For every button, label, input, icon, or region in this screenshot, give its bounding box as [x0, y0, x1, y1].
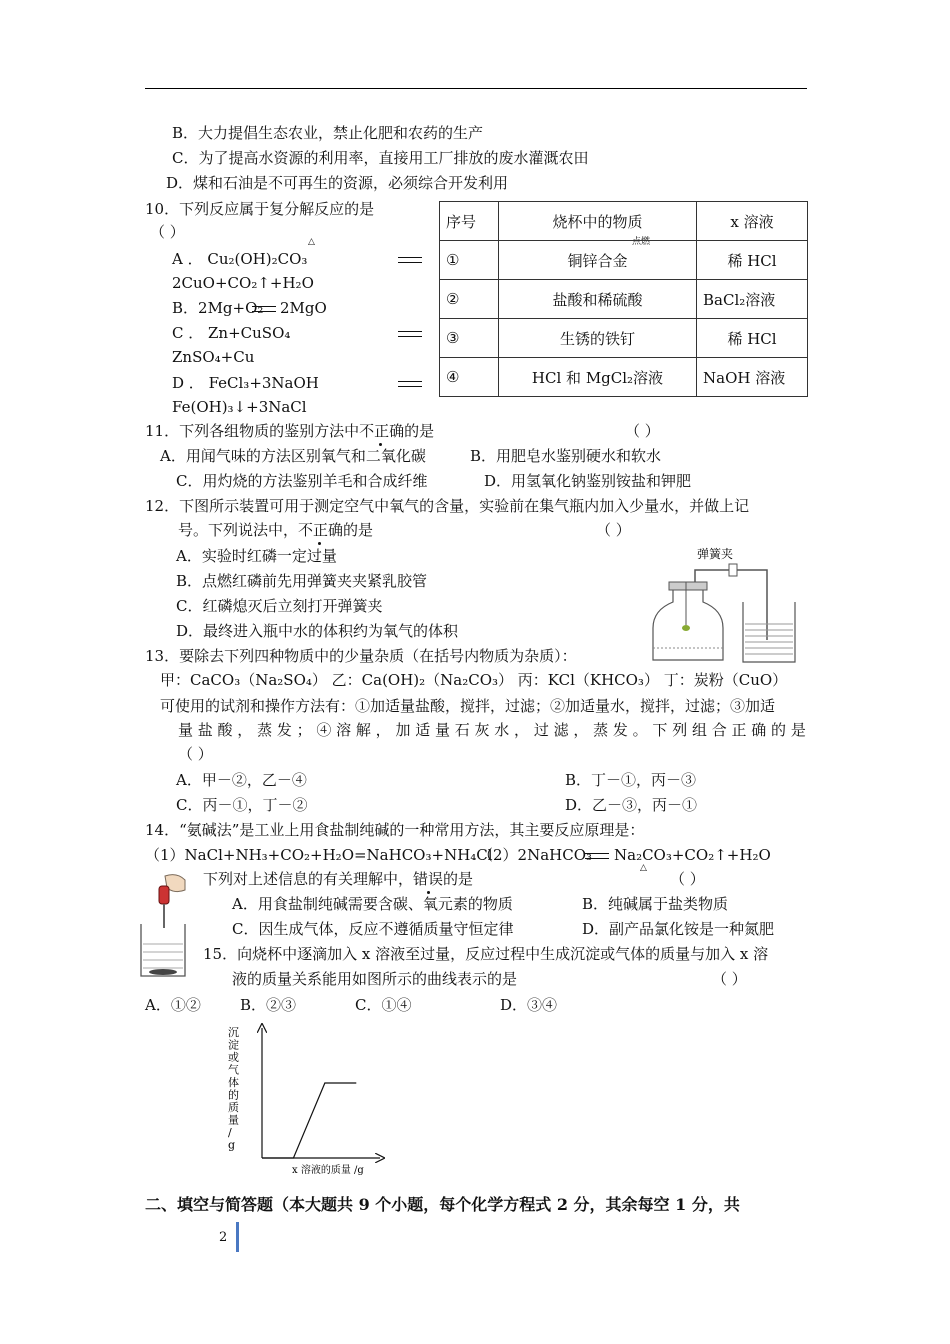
table-cell: NaOH 溶液 — [697, 358, 808, 397]
y-axis-label-char: 量 — [228, 1113, 239, 1127]
x-axis-label: x 溶液的质量 /g — [292, 1165, 364, 1176]
dropper-beaker-figure — [135, 872, 191, 984]
table-row — [440, 358, 808, 397]
q10-option-d-products: Fe(OH)₃↓+3NaCl — [172, 398, 307, 416]
q10-option-b-products: 2MgO — [280, 299, 327, 317]
emphasis: 不正确 — [359, 422, 405, 440]
y-axis-label-char: / — [228, 1126, 232, 1139]
q13-option-a: A．甲－②，乙－④ — [176, 771, 307, 789]
section-2-title: 二、填空与简答题（本大题共 9 个小题，每个化学方程式 2 分，其余每空 1 分，共 — [145, 1195, 740, 1214]
q12-option-d: D．最终进入瓶中水的体积约为氧气的体积 — [176, 622, 459, 640]
table-cell: ② — [440, 280, 499, 319]
table-cell: HCl 和 MgCl₂溶液 — [499, 358, 697, 397]
red-phosphorus-icon — [682, 625, 690, 631]
beaker-icon — [743, 602, 795, 662]
q12-stem-line2: 号。下列说法中，不正确的是 — [178, 521, 374, 539]
q14-reaction-1: （1）NaCl+NH₃+CO₂+H₂O=NaHCO₃+NH₄Cl — [145, 846, 493, 864]
q14-option-d: D．副产品氯化铵是一种氮肥 — [582, 920, 775, 938]
equals-sign — [398, 323, 422, 343]
q10-option-c: C ． Zn+CuSO₄ — [172, 324, 291, 342]
q10-option-d: D ． FeCl₃+3NaOH — [172, 374, 319, 392]
q15-chart — [220, 1022, 390, 1182]
table-row — [440, 319, 808, 358]
q12-option-c: C．红磷熄灭后立刻打开弹簧夹 — [176, 597, 383, 615]
beaker-water — [745, 624, 793, 654]
q15-option-d: D．③④ — [500, 996, 558, 1014]
equals-sign — [585, 845, 609, 865]
table-row — [440, 280, 808, 319]
q15-stem-line2: 液的质量关系能用如图所示的曲线表示的是 — [232, 970, 518, 988]
table-cell: BaCl₂溶液 — [697, 280, 808, 319]
q11-option-a: A．用闻气味的方法区别氧气和二氧化碳 — [160, 447, 426, 465]
table-row — [440, 241, 808, 280]
q11-paren: （ ） — [625, 422, 660, 440]
table-cell: 稀 HCl — [697, 319, 808, 358]
stopper-icon — [669, 582, 707, 590]
beaker-solution — [143, 944, 183, 968]
table-header-row — [440, 202, 808, 241]
ignite-condition: 点燃 — [632, 237, 651, 247]
table-cell: 生锈的铁钉 — [499, 319, 697, 358]
table-header: 烧杯中的物质 — [499, 202, 697, 241]
q13-option-c: C．丙－①，丁－② — [176, 796, 308, 814]
q11-option-b: B．用肥皂水鉴别硬水和软水 — [470, 447, 662, 465]
q11-option-d: D．用氢氧化钠鉴别铵盐和钾肥 — [484, 472, 692, 490]
q12-option-b: B．点燃红磷前先用弹簧夹夹紧乳胶管 — [176, 572, 428, 590]
spring-clip-icon — [729, 564, 737, 576]
q10-option-b-reactants: B．2Mg+O₂ — [172, 299, 264, 317]
q12-paren: （ ） — [596, 521, 631, 539]
q14-stem: 14．“氨碱法”是工业上用食盐制纯碱的一种常用方法，其主要反应原理是： — [145, 821, 645, 839]
q15-table — [439, 201, 808, 397]
q9-option-d: D．煤和石油是不可再生的资源，必须综合开发利用 — [166, 174, 509, 192]
y-axis-label-char: 的 — [228, 1088, 239, 1102]
y-axis-label-char: 淀 — [228, 1038, 239, 1052]
precipitate — [149, 969, 177, 975]
y-axis-label-char: 或 — [228, 1051, 239, 1064]
q15-stem-line1: 15．向烧杯中逐滴加入 x 溶液至过量，反应过程中生成沉淀或气体的质量与加入 x 溶 — [203, 945, 769, 963]
table-cell: 盐酸和稀硫酸 — [499, 280, 697, 319]
y-axis-label-char: 质 — [228, 1101, 239, 1114]
q11-option-c: C．用灼烧的方法鉴别羊毛和合成纤维 — [176, 472, 428, 490]
page-number-bar — [236, 1222, 239, 1252]
y-axis-label-char: 气 — [228, 1063, 239, 1077]
q13-stem: 13．要除去下列四种物质中的少量杂质（在括号内物质为杂质）： — [145, 647, 577, 665]
emphasis: 不正确 — [298, 521, 344, 539]
q12-stem-line1: 12．下图所示装置可用于测定空气中氧气的含量，实验前在集气瓶内加入少量水，并做上记 — [145, 497, 750, 515]
dropper-bulb-icon — [159, 886, 169, 904]
q15-option-b: B．②③ — [240, 996, 297, 1014]
y-axis-label-char: 沉 — [228, 1026, 239, 1039]
table-header: x 溶液 — [697, 202, 808, 241]
q14-reaction-2-products: Na₂CO₃+CO₂↑+H₂O — [614, 846, 771, 864]
q9-option-c: C．为了提高水资源的利用率，直接用工厂排放的废水灌溉农田 — [172, 149, 589, 167]
heat-condition: △ — [308, 237, 315, 247]
q10-stem: 10．下列反应属于复分解反应的是 — [145, 200, 375, 218]
q10-paren: （ ） — [150, 223, 185, 241]
table-header: 序号 — [440, 202, 499, 241]
q13-paren: （ ） — [178, 745, 213, 763]
emphasis: 错误 — [413, 870, 444, 888]
table-cell: ③ — [440, 319, 499, 358]
equals-sign — [398, 373, 422, 393]
q13-option-b: B．丁－①，丙－③ — [565, 771, 697, 789]
table-cell: ④ — [440, 358, 499, 397]
y-axis-label-char: g — [228, 1138, 236, 1152]
table-cell: 铜锌合金 — [499, 241, 697, 280]
y-axis-label — [228, 1026, 239, 1152]
q11-stem: 11．下列各组物质的鉴别方法中不正确的是 — [145, 422, 435, 440]
heat-condition: △ — [640, 863, 647, 873]
header-rule — [145, 88, 807, 89]
q14-option-b: B．纯碱属于盐类物质 — [582, 895, 729, 913]
q14-option-a: A．用食盐制纯碱需要含碳、氧元素的物质 — [232, 895, 513, 913]
y-axis-label-char: 体 — [228, 1076, 239, 1089]
equals-sign — [398, 249, 422, 269]
q14-question: 下列对上述信息的有关理解中，错误的是 — [203, 870, 474, 888]
q13-items: 甲：CaCO₃（Na₂SO₄） 乙：Ca(OH)₂（Na₂CO₃） 丙：KCl（KHCO₃） 丁：炭粉（CuO） — [160, 671, 788, 689]
table-cell: 稀 HCl — [697, 241, 808, 280]
q10-option-a-products: 2CuO+CO₂↑+H₂O — [172, 274, 314, 292]
gas-bottle-icon — [653, 588, 723, 660]
q14-paren: （ ） — [670, 870, 705, 888]
q10-option-c-products: ZnSO₄+Cu — [172, 348, 255, 366]
q14-reaction-2: （2）2NaHCO₃ — [478, 846, 593, 864]
q10-option-a: A ． Cu₂(OH)₂CO₃ — [172, 250, 308, 268]
q13-methods-line2: 量 盐 酸 ， 蒸 发 ； ④ 溶 解 ， 加 适 量 石 灰 水 ， 过 滤 ， 蒸 发 。 下 列 组 合 正 确 的 是 — [178, 721, 806, 739]
page-number: 2 — [219, 1230, 228, 1245]
table-cell: ① — [440, 241, 499, 280]
q15-option-c: C．①④ — [355, 996, 412, 1014]
q13-option-d: D．乙－③，丙－① — [565, 796, 698, 814]
apparatus-figure — [645, 540, 805, 665]
q14-option-c: C．因生成气体，反应不遵循质量守恒定律 — [232, 920, 514, 938]
equals-sign — [252, 298, 276, 318]
data-curve — [262, 1083, 356, 1158]
q13-methods-line1: 可使用的试剂和操作方法有：①加适量盐酸，搅拌，过滤；②加适量水，搅拌，过滤；③加适 — [160, 697, 776, 715]
q12-option-a: A．实验时红磷一定过量 — [176, 547, 337, 565]
spring-clip-label: 弹簧夹 — [697, 547, 734, 561]
q9-option-b: B．大力提倡生态农业，禁止化肥和农药的生产 — [172, 124, 484, 142]
q15-paren: （ ） — [712, 970, 747, 988]
q15-option-a: A．①② — [145, 996, 201, 1014]
